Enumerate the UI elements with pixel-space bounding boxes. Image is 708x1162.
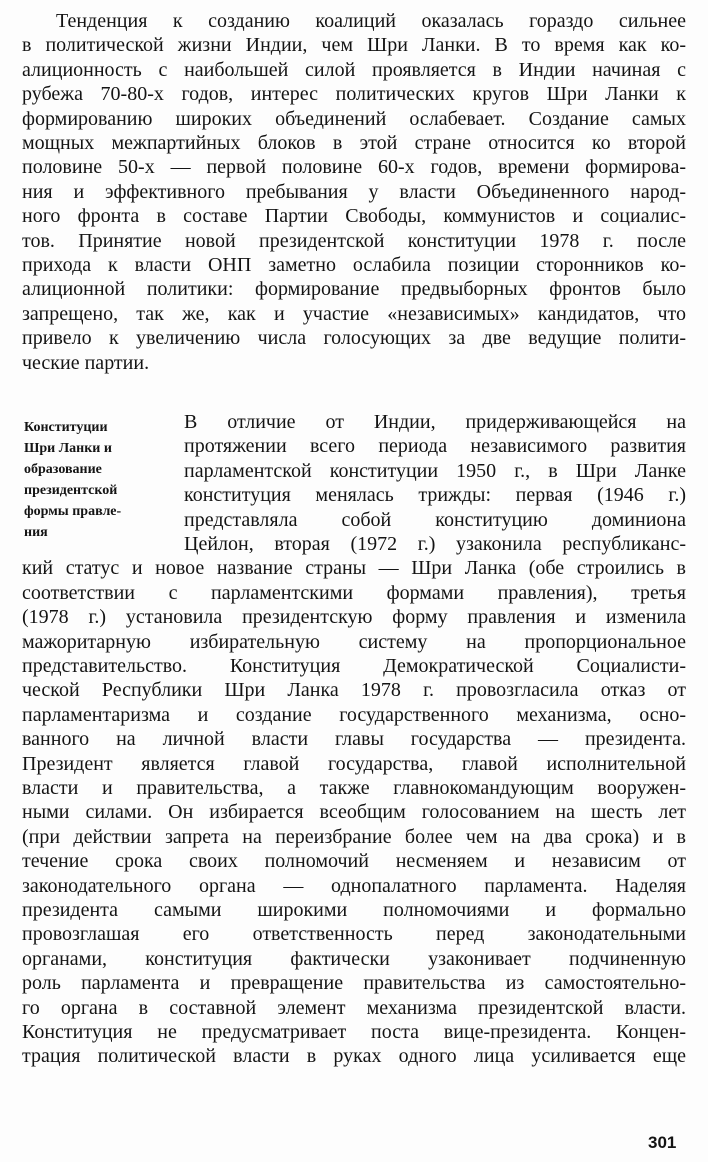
paragraph2-line: парламентской конституции 1950 г., в Шри Ланке [184, 459, 686, 482]
paragraph2-line: представляла собой конституцию доминиона [184, 508, 686, 531]
paragraph1-line: алиционной политики: формирование предвыборных фронтов было [22, 278, 686, 301]
paragraph1-line: Тенденция к созданию коалиций оказалась гораздо сильнее [56, 10, 686, 32]
paragraph1-line: половине 50-х — первой половине 60-х годов, времени формирова- [22, 156, 686, 179]
paragraph1-line: рубежа 70-80-х годов, интерес политических кругов Шри Ланки к [22, 83, 686, 106]
paragraph1-line: ческие партии. [22, 351, 150, 374]
sidenote-line: образование [24, 462, 102, 477]
paragraph1-line: алиционность с наибольшей силой проявляется в Индии начиная с [22, 58, 686, 81]
paragraph1-line: в политической жизни Индии, чем Шри Ланки. В то время как ко- [22, 34, 686, 57]
paragraph2-line: Цейлон, вторая (1972 г.) узаконила республиканс- [184, 533, 686, 555]
paragraph2-line: (при действии запрета на переизбрание более чем на два срока) и в [22, 825, 686, 848]
paragraph2-line: провозглашая его ответственность перед законодательными [22, 923, 686, 946]
paragraph2-line: соответствии с парламентскими формами правления), третья [22, 581, 686, 604]
paragraph2-line: органами, конституция фактически узаконивает подчиненную [22, 947, 686, 970]
paragraph2-line: парламентаризма и создание государственного механизма, осно- [22, 703, 686, 726]
paragraph2-line: роль парламента и превращение правительства из самостоятельно- [22, 972, 686, 995]
paragraph1-line: привело к увеличению числа голосующих за две ведущие полити- [22, 327, 686, 350]
paragraph2-line: конституция менялась трижды: первая (1946 г.) [184, 484, 686, 507]
paragraph1-line: мощных межпартийных блоков в этой стране относится ко второй [22, 132, 686, 154]
paragraph2-line: Конституция не предусматривает поста вице-президента. Концен- [22, 1021, 686, 1043]
paragraph1-line: формированию широких объединений ослабевает. Создание самых [22, 107, 686, 130]
paragraph2-line: течение срока своих полномочий несменяем и независим от [22, 850, 686, 873]
paragraph1-line: ного фронта в составе Партии Свободы, коммунистов и социалис- [22, 205, 686, 228]
paragraph2-line: В отличие от Индии, придерживающейся на [184, 411, 686, 433]
paragraph2-line: го органа в составной элемент механизма президентской власти. [22, 996, 686, 1019]
paragraph2-line: ными силами. Он избирается всеобщим голосованием на шесть лет [22, 801, 686, 824]
paragraph2-line: ческой Республики Шри Ланка 1978 г. провозгласила отказ от [22, 679, 686, 702]
paragraph2-line: трация политической власти в руках одного лица усиливается еще [22, 1045, 686, 1068]
paragraph2-line: власти и правительства, а также главнокомандующим вооружен- [22, 777, 686, 799]
sidenote-line: ния [24, 525, 48, 540]
paragraph2-line: кий статус и новое название страны — Шри Ланка (обе строились в [22, 557, 686, 580]
sidenote-line: президентской [24, 483, 118, 498]
paragraph2-line: (1978 г.) установила президентскую форму правления и изменила [22, 606, 686, 629]
sidenote-line: формы правле- [24, 504, 122, 519]
paragraph2-line: Президент является главой государства, главой исполнительной [22, 752, 686, 775]
paragraph2-line: президента самыми широкими полномочиями и формально [22, 899, 686, 921]
paragraph2-line: законодательного органа — однопалатного парламента. Наделяя [22, 874, 686, 897]
paragraph2-line: ванного на личной власти главы государства — президента. [22, 728, 686, 751]
paragraph2-line: мажоритарную избирательную систему на пропорциональное [22, 630, 686, 653]
paragraph1-line: тов. Принятие новой президентской конституции 1978 г. после [22, 229, 686, 252]
paragraph1-line: ния и эффективного пребывания у власти Объединенного народ- [22, 180, 686, 203]
page-number: 301 [648, 1133, 677, 1152]
paragraph1-line: запрещено, так же, как и участие «независимых» кандидатов, что [22, 302, 686, 325]
paragraph1-line: прихода к власти ОНП заметно ослабила позиции сторонников ко- [22, 254, 686, 276]
sidenote-line: Шри Ланки и [24, 441, 112, 456]
paragraph2-line: протяжении всего периода независимого развития [184, 435, 686, 458]
sidenote-line: Конституции [24, 420, 108, 435]
paragraph2-line: представительство. Конституция Демократической Социалисти- [22, 655, 686, 677]
